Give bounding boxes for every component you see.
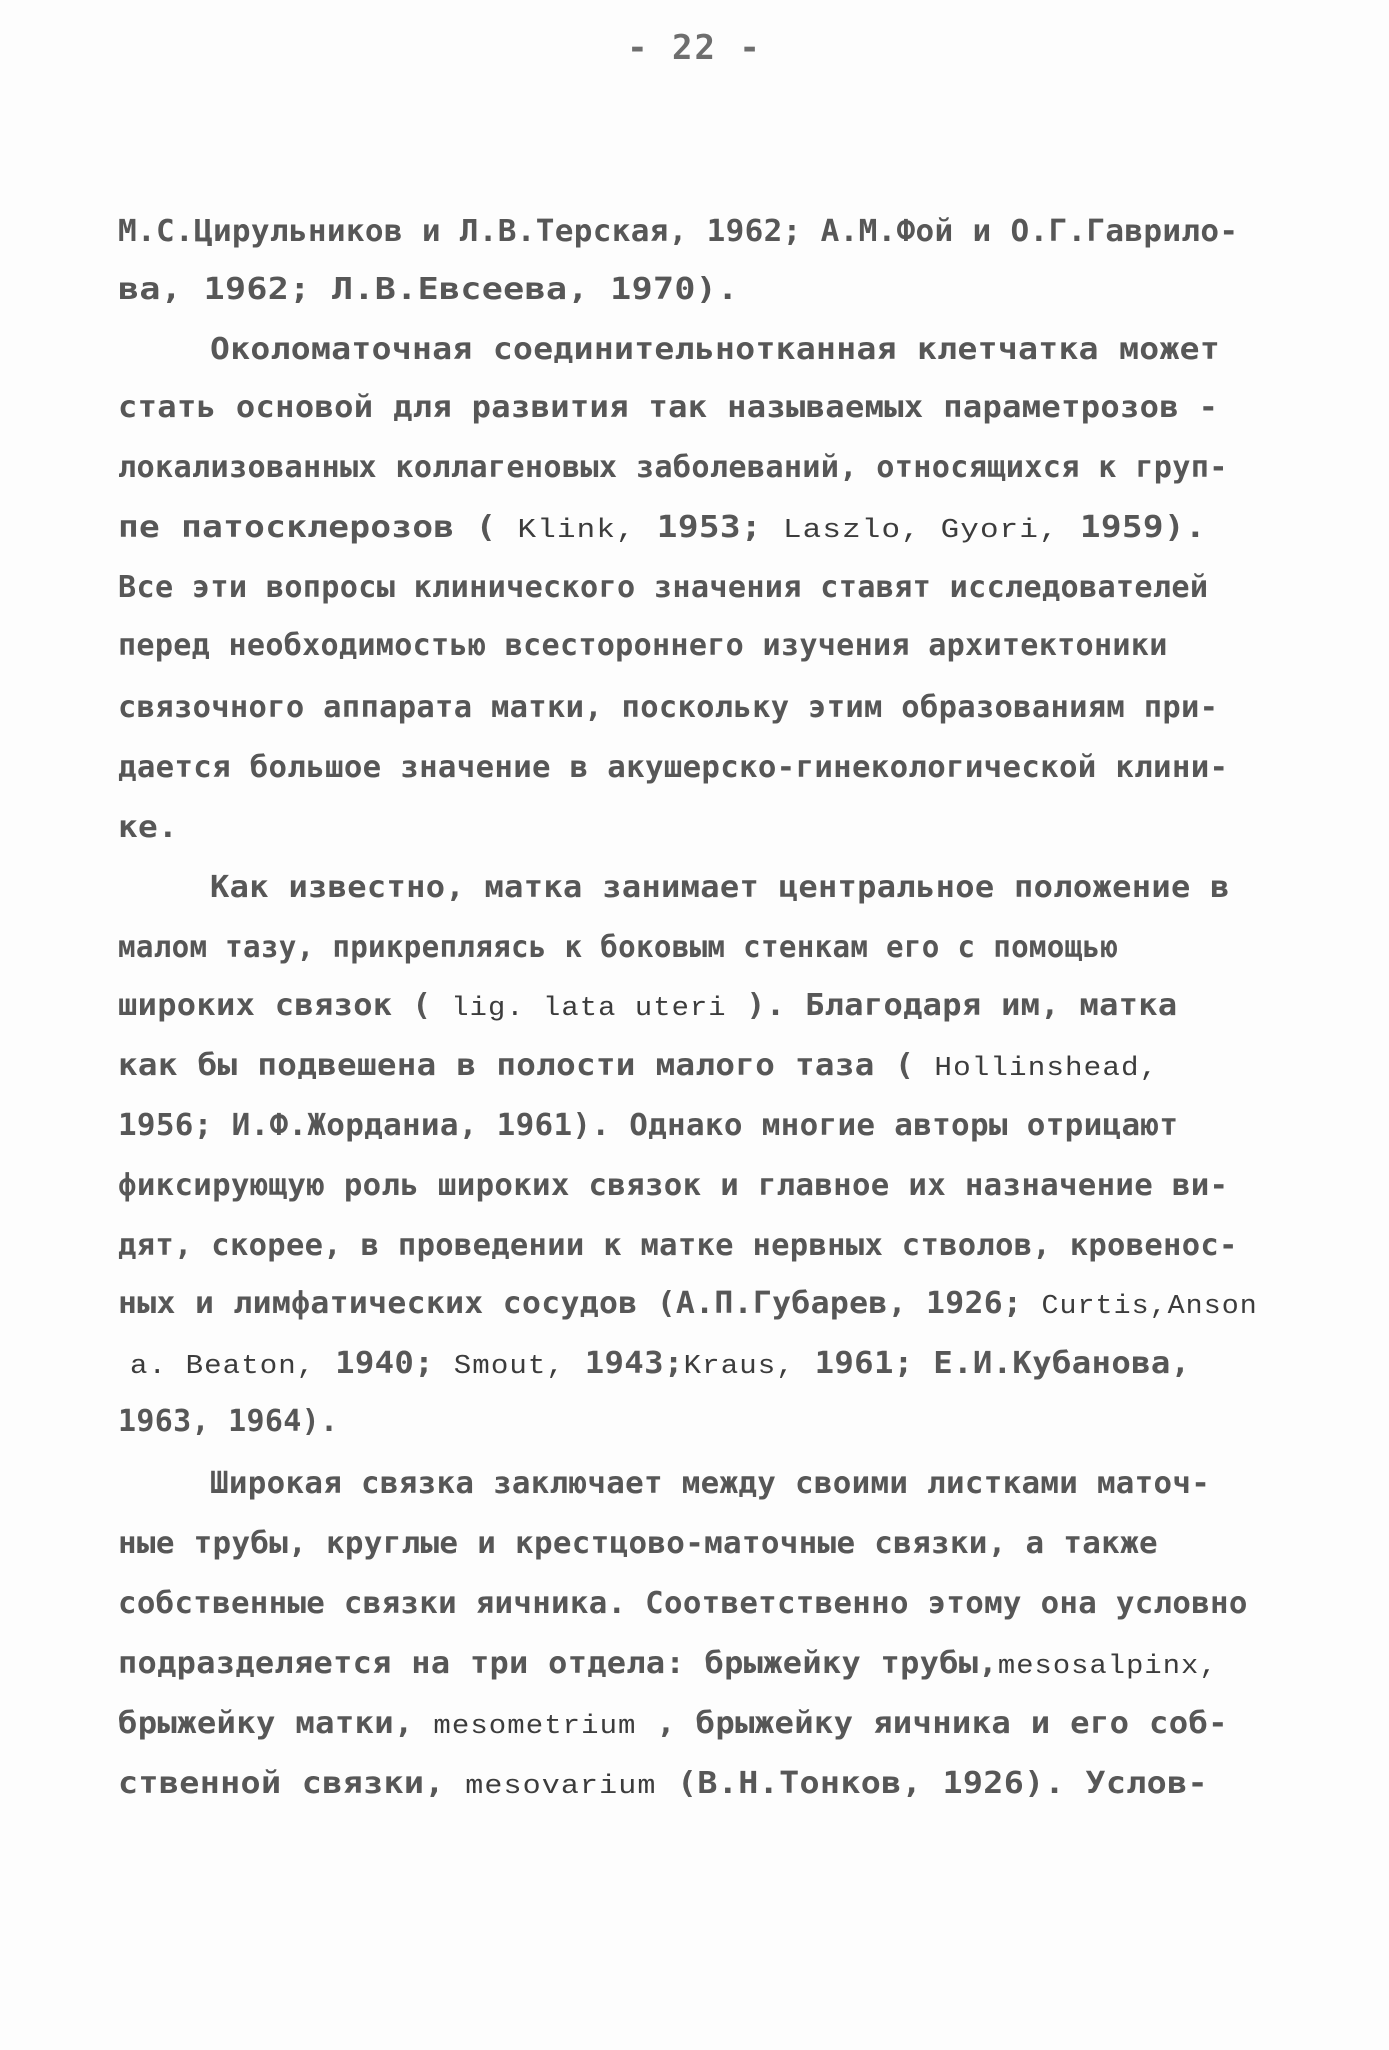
text-segment: ных и лимфатических сосудов (А.П.Губарев, 1926; (118, 1286, 1042, 1321)
text-line (118, 214, 1238, 249)
text-segment: локализованных коллагеновых заболеваний, относящихся к груп- (118, 450, 1228, 485)
latin-term: Laszlo, Gyori, (782, 516, 1059, 546)
text-line (210, 1466, 1210, 1501)
text-line (210, 870, 1230, 905)
text-segment: подразделяется на три отдела: брыжейку трубы, (118, 1646, 998, 1681)
text-line (118, 1228, 1238, 1263)
latin-term: Kraus, (683, 1352, 795, 1382)
text-segment: дят, скорее, в проведении к матке нервных стволов, кровенос- (118, 1228, 1238, 1263)
text-line (118, 1766, 1208, 1802)
text-segment: как бы подвешена в полости малого таза ( (118, 1048, 935, 1083)
text-segment: 1963, 1964). (118, 1404, 339, 1439)
text-line (118, 272, 739, 307)
text-line (118, 930, 1118, 965)
text-segment: 1956; И.Ф.Жорданиа, 1961). Однако многие авторы отрицают (118, 1108, 1179, 1143)
text-segment: Околоматочная соединительнотканная клетчатка может (210, 332, 1221, 367)
text-segment: 1943; (564, 1346, 684, 1381)
latin-term: Curtis,Anson (1041, 1292, 1258, 1322)
text-segment: широких связок ( (118, 988, 452, 1023)
text-segment: ные трубы, круглые и крестцово-маточные связки, а также (118, 1526, 1158, 1561)
text-line (118, 690, 1218, 725)
text-line (118, 1646, 1218, 1682)
text-segment: пе патосклерозов ( (118, 510, 518, 545)
text-line (118, 1168, 1228, 1203)
text-line (118, 1286, 1258, 1322)
text-line (118, 390, 1218, 425)
text-segment: Широкая связка заключает между своими листками маточ- (210, 1466, 1211, 1501)
page-number: - 22 - (627, 28, 762, 68)
text-line (210, 332, 1220, 367)
latin-term: a. Beaton, (130, 1352, 316, 1382)
text-segment: Все эти вопросы клинического значения ставят исследователей (118, 570, 1209, 605)
text-line (118, 570, 1208, 605)
text-segment: ва, 1962; Л.В.Евсеева, 1970). (118, 272, 739, 307)
text-line (118, 810, 178, 845)
text-line (118, 510, 1206, 546)
text-segment: , брыжейку яичника и его соб- (636, 1706, 1228, 1741)
text-line (118, 1526, 1158, 1561)
text-line (118, 1586, 1248, 1621)
text-line (118, 750, 1228, 785)
text-segment: дается большое значение в акушерско-гинекологической клини- (118, 750, 1229, 785)
text-segment: 1940; (315, 1346, 454, 1381)
text-segment: М.С.Цирульников и Л.В.Терская, 1962; А.М.Фой и О.Г.Гаврило- (118, 214, 1239, 249)
text-segment: 1961; Е.И.Кубанова, (794, 1346, 1191, 1381)
text-segment: Как известно, матка занимает центральное положение в (210, 870, 1230, 905)
text-line (130, 1346, 1190, 1382)
latin-term: Klink, (517, 516, 636, 546)
text-segment: связочного аппарата матки, поскольку этим образованиям при- (118, 690, 1219, 725)
text-segment: перед необходимостью всестороннего изучения архитектоники (118, 628, 1168, 663)
latin-term: mesosalpinx, (997, 1652, 1218, 1682)
text-segment: стать основой для развития так называемых параметрозов - (118, 390, 1219, 425)
latin-term: Hollinshead, (934, 1054, 1159, 1084)
latin-term: mesovarium (465, 1772, 657, 1802)
latin-term: lig. lata uteri (451, 994, 727, 1024)
latin-term: mesometrium (433, 1712, 637, 1742)
latin-term: Smout, (453, 1352, 565, 1382)
text-segment: ). Благодаря им, матка (726, 988, 1178, 1023)
text-segment: (В.Н.Тонков, 1926). Услов- (656, 1766, 1208, 1801)
text-segment: 1953; (635, 510, 783, 545)
text-line (118, 450, 1228, 485)
text-line (118, 1108, 1178, 1143)
text-segment: брыжейку матки, (118, 1706, 434, 1741)
text-line (118, 1404, 338, 1439)
text-segment: малом тазу, прикрепляясь к боковым стенкам его с помощью (118, 930, 1119, 965)
text-line (118, 1706, 1228, 1742)
text-line (118, 1048, 1158, 1084)
text-segment: фиксирующую роль широких связок и главное их назначение ви- (118, 1168, 1229, 1203)
text-segment: ке. (118, 810, 179, 845)
text-segment: ственной связки, (118, 1766, 466, 1801)
text-line (118, 988, 1177, 1024)
text-line (118, 628, 1168, 663)
text-segment: 1959). (1058, 510, 1206, 545)
text-segment: собственные связки яичника. Соответственно этому она условно (118, 1586, 1248, 1621)
